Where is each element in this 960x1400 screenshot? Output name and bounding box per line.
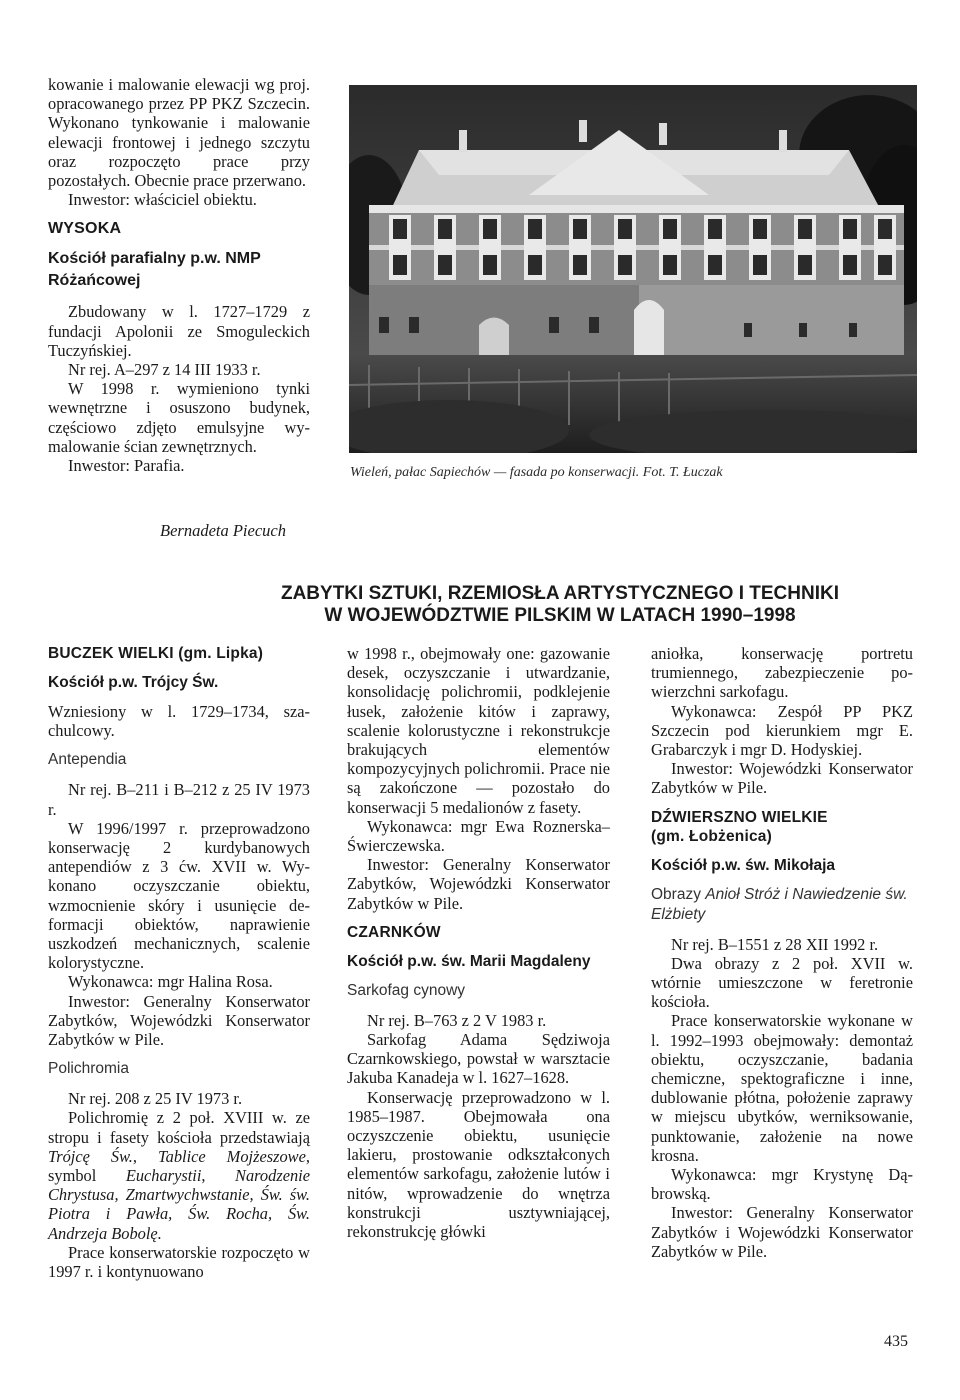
- author-signature: Bernadeta Piecuch: [160, 521, 286, 540]
- contractor-line: Wykonawca: Zespół PP PKZ Szczecin pod kierunkiem mgr E. Grabarczyk i mgr D. Hodyskiej.: [651, 701, 913, 760]
- text-run: ,: [201, 1166, 236, 1186]
- paragraph: Dwa obrazy z 2 poł. XVII w. wtórnie umieszczone w feretronie kościoła.: [651, 953, 913, 1012]
- intro-paragraph: kowanie i malowanie elewacji wg proj. opracowanego przez PP PKZ Szczecin. Wykonano tynkowanie i malowanie elewacji frontowej i jednego szczytu oraz rozpoczęto prace przy pozostałych. Obecnie prace przerwano.: [48, 75, 310, 191]
- contractor-line: Wykonawca: mgr Krystynę Dąbrowską.: [651, 1165, 913, 1204]
- text-run: Trójcę Św.: [48, 1146, 133, 1166]
- page-number: 435: [884, 1333, 908, 1350]
- investor-line: Inwestor: Parafia.: [68, 456, 185, 476]
- section-title-line: ZABYTKI SZTUKI, RZEMIOSŁA ARTYSTYCZNEGO I TECHNIKI: [280, 583, 840, 604]
- section-title-line: W WOJEWÓDZTWIE PILSKIM W LATACH 1990–1998: [324, 605, 796, 626]
- column-2: [347, 644, 610, 1241]
- paragraph: Konserwację przeprowadzono w l. 1985–1987. Obejmowała ona oczyszczenie obiektu, usunięcie lakieru, prostowanie odkształconych elementów sarkofagu, założenie lutów i nitów, wprowadzenie do wnętrza konstrukcji usztywniającej, rekonstrukcję główki: [347, 1087, 610, 1242]
- column-1: [48, 644, 310, 1281]
- text-run: Anioł Stróż i Nawiedzenie św. Elżbiety: [651, 885, 908, 923]
- palace-photo: [349, 85, 917, 453]
- paragraph: w 1998 r., obejmowały one: gazowanie desek, oczyszczanie i utwardzanie, konsolidację polichromii, podklejenie łusek, założenie kitów i zaprawy, scalenie kolorustyczne i rekonstrukcje brakujących elementów kompozycyjnych polichromii. Prace nie są zakończone — pozostało do konserwacji 5 medalionów z fasety.: [347, 644, 610, 817]
- investor-line: Inwestor: Generalny Konserwator Zabytków, Wojewódzki Konserwator Zabytków w Pile.: [347, 855, 610, 913]
- text-run: Polichromię z 2 poł. XVIII w. ze stropu i fasety kościoła przedstawiają: [48, 1108, 310, 1147]
- paragraph: Wzniesiony w l. 1729–1734, szachulcowy.: [48, 702, 310, 741]
- contractor-line: Wykonawca: mgr Ewa Roznerska–Świerczewska.: [347, 816, 610, 856]
- paragraph: Prace konserwatorskie wykonane w l. 1992–1993 obejmowały: demontaż obiektu, oczyszczanie, badania chemiczne, spektograficzne i inne, dublowanie płótna, położenie zaprawy w miejscu ubytków, werniksowanie, punktowanie, założenie na nowe krosna.: [651, 1011, 913, 1165]
- text-run: Obrazy: [651, 885, 706, 903]
- investor-line: Inwestor: Wojewódzki Konserwator Zabytków w Pile.: [651, 759, 913, 798]
- paragraph: W 1998 r. wymieniono tynki wewnętrzne i osuszono budynek, częściowo zdjęto emulsyjne wymalowanie ścian zewnętrznych.: [48, 379, 310, 456]
- paragraph: Zbudowany w l. 1727–1729 z fundacji Apolonii ze Smoguleckich Tuczyńskiej.: [48, 302, 310, 360]
- place-heading: [651, 808, 913, 846]
- register-number: Nr rej. 208 z 25 IV 1973 r.: [68, 1089, 243, 1109]
- place-heading: WYSOKA: [48, 220, 122, 238]
- place-heading-line: DŹWIERSZNO WIELKIE: [651, 808, 828, 826]
- text-run: , symbol: [48, 1146, 310, 1186]
- register-number: Nr rej. A–297 z 14 III 1933 r.: [68, 360, 261, 380]
- genre-heading: Sarkofag cynowy: [347, 981, 466, 999]
- object-heading: Kościół parafialny p.w. NMP Różańcowej: [48, 250, 261, 290]
- place-heading: CZARNKÓW: [347, 923, 441, 941]
- paragraph: Prace konserwatorskie rozpoczęto w 1997 r. i kontynuowano: [48, 1242, 310, 1282]
- object-heading: Kościół p.w. św. Mikołaja: [651, 856, 836, 874]
- column-3: [651, 644, 913, 1261]
- genre-heading: [651, 885, 913, 925]
- investor-line: Inwestor: Generalny Konserwator Zabytków, Wojewódzki Konserwator Zabytków w Pile.: [48, 991, 310, 1050]
- object-heading: Kościół p.w. św. Marii Magdaleny: [347, 952, 591, 970]
- contractor-line: Wykonawca: mgr Halina Rosa.: [68, 972, 273, 992]
- paragraph: W 1996/1997 r. przeprowadzono konserwację 2 kurdybanowych antependiów z 3 ćw. XVII w. Wykonano oczyszczanie obiektu, wzmocnienie skóry i usunięcie deformacji obiektów, naprawienie uszkodzeń mechanicznych, scalenie kolorystyczne.: [48, 818, 310, 973]
- photo-caption: Wieleń, pałac Sapiechów — fasada po konserwacji. Fot. T. Łuczak: [350, 465, 723, 480]
- genre-heading: Antependia: [48, 751, 127, 769]
- investor-line: Inwestor: Generalny Konserwator Zabytków i Wojewódzki Konserwator Zabytków w Pile.: [651, 1203, 913, 1261]
- paragraph: aniołka, konserwację portretu trumiennego, zabezpieczenie powierzchni sarkofagu.: [651, 644, 913, 702]
- text-run: Tablice Mojżeszowe: [158, 1146, 306, 1166]
- section-title: [180, 583, 940, 627]
- register-number: Nr rej. B–1551 z 28 XII 1992 r.: [671, 934, 879, 954]
- place-heading-line: (gm. Łobżenica): [651, 827, 772, 845]
- top-left-column: [48, 75, 310, 475]
- register-number: Nr rej. B–211 i B–212 z 25 IV 1973 r.: [48, 780, 310, 819]
- object-heading: Kościół p.w. Trójcy Św.: [48, 674, 219, 691]
- register-number: Nr rej. B–763 z 2 V 1983 r.: [367, 1010, 547, 1030]
- text-run: Eucharystii: [125, 1166, 202, 1186]
- paragraph: Sarkofag Adama Sędziwoja Czarnkowskiego, powstał w warsztacie Jakuba Kanadeja w l. 1627–1628.: [347, 1030, 610, 1088]
- genre-heading: Polichromia: [48, 1060, 129, 1078]
- text-run: Narodzenie Chrystusa, Zmartwychwstanie, Św. św. Piotra i Pawła, Św. Rocha, Św. Andrzeja Bobolę.: [48, 1166, 310, 1243]
- text-run: ,: [132, 1146, 159, 1166]
- paragraph: [48, 1108, 310, 1242]
- place-heading: BUCZEK WIELKI (gm. Lipka): [48, 645, 264, 662]
- investor-line: Inwestor: właściciel obiektu.: [68, 190, 257, 210]
